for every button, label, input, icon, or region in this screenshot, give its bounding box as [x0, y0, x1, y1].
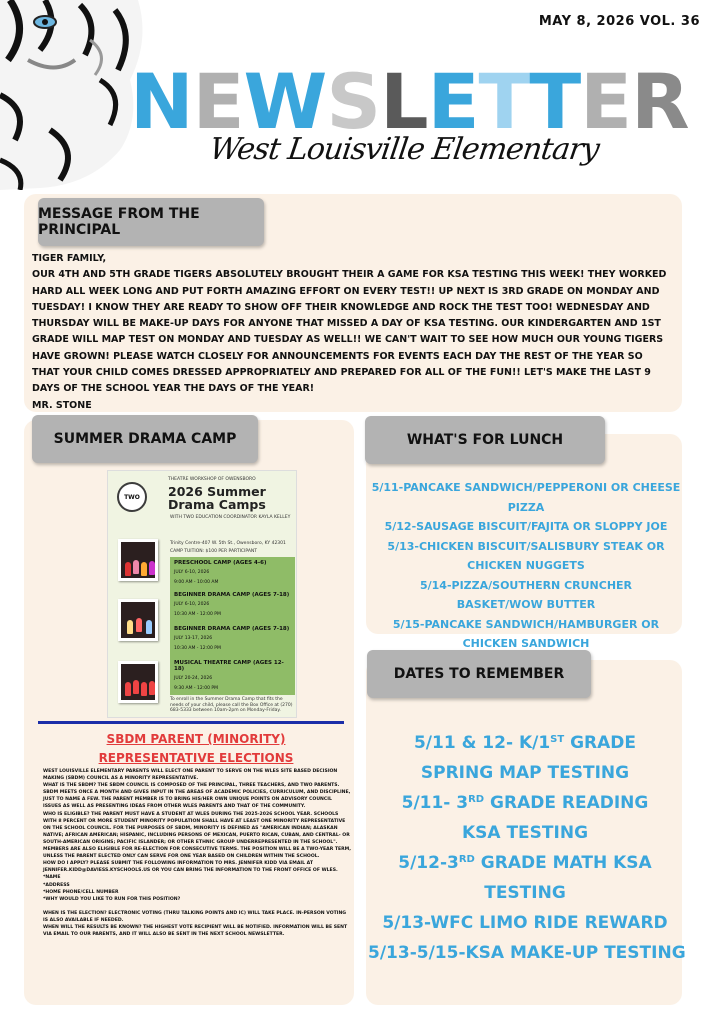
sbdm-line: WHAT IS THE SBDM? THE SBDM COUNCIL IS COMPOSED OF THE PRINCIPAL, THREE TEACHERS, AND TWO PARENTS. SBDM MEETS ONCE A MONTH AND GIVES INPUT IN THE AREAS OF ACADEMIC POLICIES, CURRICULUM, AND DISCIPLINE, JUST TO NAME A FEW. THE PARENT MEMBER IS TO BRING HIS/HER OWN UNIQUE POINTS ON ADVISORY COUNCIL ISSUES AS WELL AS PRESENTING IDEAS FROM OTHER WLES PARENTS AND THAT OF THE COMMUNITY. — [43, 783, 351, 810]
sbdm-line: WEST LOUISVILLE ELEMENTARY PARENTS WILL ELECT ONE PARENT TO SERVE ON THE WLES SITE BASED DECISION MAKING (SBDM) COUNCIL AS A MINORITY REPRESENTATIVE. — [43, 769, 338, 782]
sbdm-line: *WHY WOULD YOU LIKE TO RUN FOR THIS POSITION? — [43, 896, 181, 902]
camp-name: BEGINNER DRAMA CAMP (AGES 7-18) — [174, 592, 290, 598]
sbdm-spacer — [43, 903, 351, 910]
principal-message-body — [32, 251, 672, 414]
camp-entry — [170, 589, 295, 627]
title-letter: T — [478, 57, 530, 146]
camp-time: 9:00 AM - 10:00 AM — [174, 580, 219, 585]
lunch-item: 5/12-SAUSAGE BISCUIT/FAJITA OR SLOPPY JOE — [384, 520, 668, 533]
drama-camp-flyer — [107, 470, 297, 718]
date-item: 5/11- 3RD GRADE READING KSA TESTING — [401, 793, 649, 843]
camp-name: BEGINNER DRAMA CAMP (AGES 7-18) — [174, 626, 290, 632]
date-item: 5/13-WFC LIMO RIDE REWARD — [382, 913, 668, 933]
camp-time: 10:30 AM - 12:00 PM — [174, 646, 221, 651]
title-letter: E — [580, 57, 632, 146]
camp-dates: JULY 20-24, 2026 — [174, 676, 213, 681]
title-letter: L — [380, 57, 428, 146]
sbdm-line: WHO IS ELIGIBLE? THE PARENT MUST HAVE A STUDENT AT WLES DURING THE 2025-2026 SCHOOL YEAR. SCHOOLS WITH 8 PERCENT OR MORE STUDENT MINORITY POPULATION SHALL HAVE AT LEAST ONE MINORITY REPRESENTATIVE ON THE SCHOOL COUNCIL. FOR THE PURPOSES OF SBDM, MINORITY IS DEFINED AS "AMERICAN INDIAN; ALASKAN NATIVE; AFRICAN AMERICAN; HISPANIC, INCLUDING PERSONS OF MEXICAN, PUERTO RICAN, CUBAN, AND CENTRAL- OR SOUTH-AMERICAN ORIGINS; PACIFIC ISLANDER; OR OTHER ETHNIC GROUP UNDERREPRESENTED IN THE SCHOOL". MEMBERS ARE ALSO ELIGIBLE FOR RE-ELECTION FOR CONSECUTIVE TERMS. THE POSITION WILL BE A TWO-YEAR TERM, UNLESS THE PARENT ELECTED ONLY CAN SERVE FOR ONE YEAR BASED ON CHILDREN WITHIN THE SCHOOL. — [43, 811, 351, 860]
sbdm-line: *ADDRESS — [43, 882, 70, 888]
camp-photo — [118, 661, 158, 703]
title-letter: E — [192, 57, 244, 146]
date-item: 5/12-3RD GRADE MATH KSA TESTING — [398, 853, 652, 903]
sbdm-line: *NAME — [43, 875, 61, 881]
newsletter-title — [130, 57, 689, 146]
title-letter: N — [130, 57, 193, 146]
camp-time: 10:30 AM - 12:00 PM — [174, 612, 221, 617]
camp-photo — [118, 599, 158, 641]
drama-camp-heading: SUMMER DRAMA CAMP — [32, 415, 258, 463]
sbdm-line: WHEN IS THE ELECTION? ELECTRONIC VOTING (THRU TALKING POINTS AND IC) WILL TAKE PLACE. IN-PERSON VOTING IS ALSO AVAILABLE IF NEEDED. — [43, 910, 347, 923]
principal-message-text: OUR 4TH AND 5TH GRADE TIGERS ABSOLUTELY BROUGHT THEIR A GAME FOR KSA TESTING THIS WEEK! THEY WORKED HARD ALL WEEK LONG AND PUT FORTH AMAZING EFFORT ON EVERY TEST!! UP NEXT IS 3RD GRADE ON MONDAY AND TUESDAY! I KNOW THEY ARE READY TO SHOW OFF THEIR KNOWLEDGE AND ROCK THE TEST TOO! WEDNESDAY AND THURSDAY WILL BE MAKE-UP DAYS FOR ANYONE THAT MISSED A DAY OF KSA TESTING. OUR KINDERGARTEN AND 1ST GRADE WILL MAP TEST ON MONDAY AND TUESDAY AS WELL!! WE CAN'T WAIT TO SEE HOW MUCH OUR YOUNG TIGERS HAVE GROWN! PLEASE WATCH CLOSELY FOR ANNOUNCEMENTS FOR EVENTS EACH DAY THE REST OF THE YEAR SO THAT YOUR CHILD COMES DRESSED APPROPRIATELY AND PREPARED FOR ALL OF THE FUN!! LET'S MAKE THE LAST 9 DAYS OF THE SCHOOL YEAR THE DAYS OF THE YEAR! — [32, 269, 667, 395]
section-divider — [38, 721, 344, 724]
date-item: 5/11 & 12- K/1ST GRADE SPRING MAP TESTING — [413, 733, 637, 783]
camp-entry — [170, 623, 295, 661]
camp-dates: JULY 6-10, 2026 — [174, 602, 210, 607]
flyer-title: 2026 Summer Drama Camps — [168, 484, 266, 512]
lunch-item: 5/13-CHICKEN BISCUIT/SALISBURY STEAK OR CHICKEN NUGGETS — [387, 539, 665, 572]
flyer-org: THEATRE WORKSHOP OF OWENSBORO — [168, 477, 256, 482]
lunch-menu-list — [368, 478, 684, 654]
tiger-mascot-image — [0, 0, 150, 190]
lunch-item: 5/15-PANCAKE SANDWICH/HAMBURGER OR CHICKEN SANDWICH — [392, 617, 660, 650]
two-logo: TWO — [117, 482, 147, 512]
sbdm-body — [43, 768, 351, 938]
principal-signature: MR. STONE — [32, 399, 92, 411]
title-letter: R — [631, 57, 689, 146]
sbdm-line: WHEN WILL THE RESULTS BE KNOWN? THE HIGHEST VOTE RECIPIENT WILL BE NOTIFIED. INFORMATION WILL BE SENT VIA EMAIL TO OUR PARENTS, AND IT WILL ALSO BE SENT IN THE NEXT SCHOOL NEWSLETTER. — [43, 924, 348, 938]
camp-entry — [170, 657, 295, 695]
camp-dates: JULY 13-17, 2026 — [174, 636, 213, 641]
title-letter: W — [243, 57, 327, 146]
dates-heading: DATES TO REMEMBER — [367, 650, 591, 698]
principal-message-heading: MESSAGE FROM THE PRINCIPAL — [38, 198, 264, 246]
title-letter: E — [427, 57, 479, 146]
flyer-address: Trinity Centre-407 W. 5th St., Owensboro, KY 42301 — [170, 541, 286, 546]
lunch-item: 5/11-PANCAKE SANDWICH/PEPPERONI OR CHEESE PIZZA — [371, 481, 681, 514]
flyer-footer: To enroll in the Summer Drama Camp that fits the needs of your child, please call the Box Office at (270) 683-5333 between 10am-2pm on Monday-Friday. — [170, 697, 293, 713]
camp-name: PRESCHOOL CAMP (AGES 4-6) — [174, 560, 267, 566]
sbdm-line: *HOME PHONE/CELL NUMBER — [43, 889, 119, 895]
issue-date: MAY 8, 2026 VOL. 36 — [538, 14, 700, 29]
camp-time: 9:30 AM - 12:00 PM — [174, 686, 218, 691]
principal-greeting: TIGER FAMILY, — [32, 253, 107, 264]
date-item: 5/13-5/15-KSA MAKE-UP TESTING — [368, 943, 686, 963]
school-name: West Louisville Elementary — [207, 132, 601, 167]
lunch-heading: WHAT'S FOR LUNCH — [365, 416, 605, 464]
title-letter: T — [529, 57, 581, 146]
camp-photo — [118, 539, 158, 581]
lunch-item: 5/14-PIZZA/SOUTHERN CRUNCHER BASKET/WOW BUTTER — [419, 578, 633, 611]
title-letter: S — [326, 57, 381, 146]
camp-dates: JULY 6-10, 2026 — [174, 570, 210, 575]
sbdm-line: HOW DO I APPLY? PLEASE SUBMIT THE FOLLOWING INFORMATION TO MRS. JENNIFER KIDD VIA EMAIL AT JENNIFER.KIDD@DAVIESS.KYSCHOOLS.US OR YOU CAN BRING THE INFORMATION TO THE FRONT OFFICE OF WLES. — [43, 861, 338, 874]
dates-list — [368, 728, 686, 968]
camp-name: MUSICAL THEATRE CAMP (AGES 12-18) — [174, 660, 284, 672]
sbdm-title: SBDM PARENT (MINORITY) REPRESENTATIVE ELECTIONS — [98, 732, 294, 765]
flyer-tuition: CAMP TUITION: $100 PER PARTICIPANT — [170, 549, 258, 554]
flyer-subtitle: WITH TWO EDUCATION COORDINATOR KAYLA KELLEY — [170, 515, 291, 520]
